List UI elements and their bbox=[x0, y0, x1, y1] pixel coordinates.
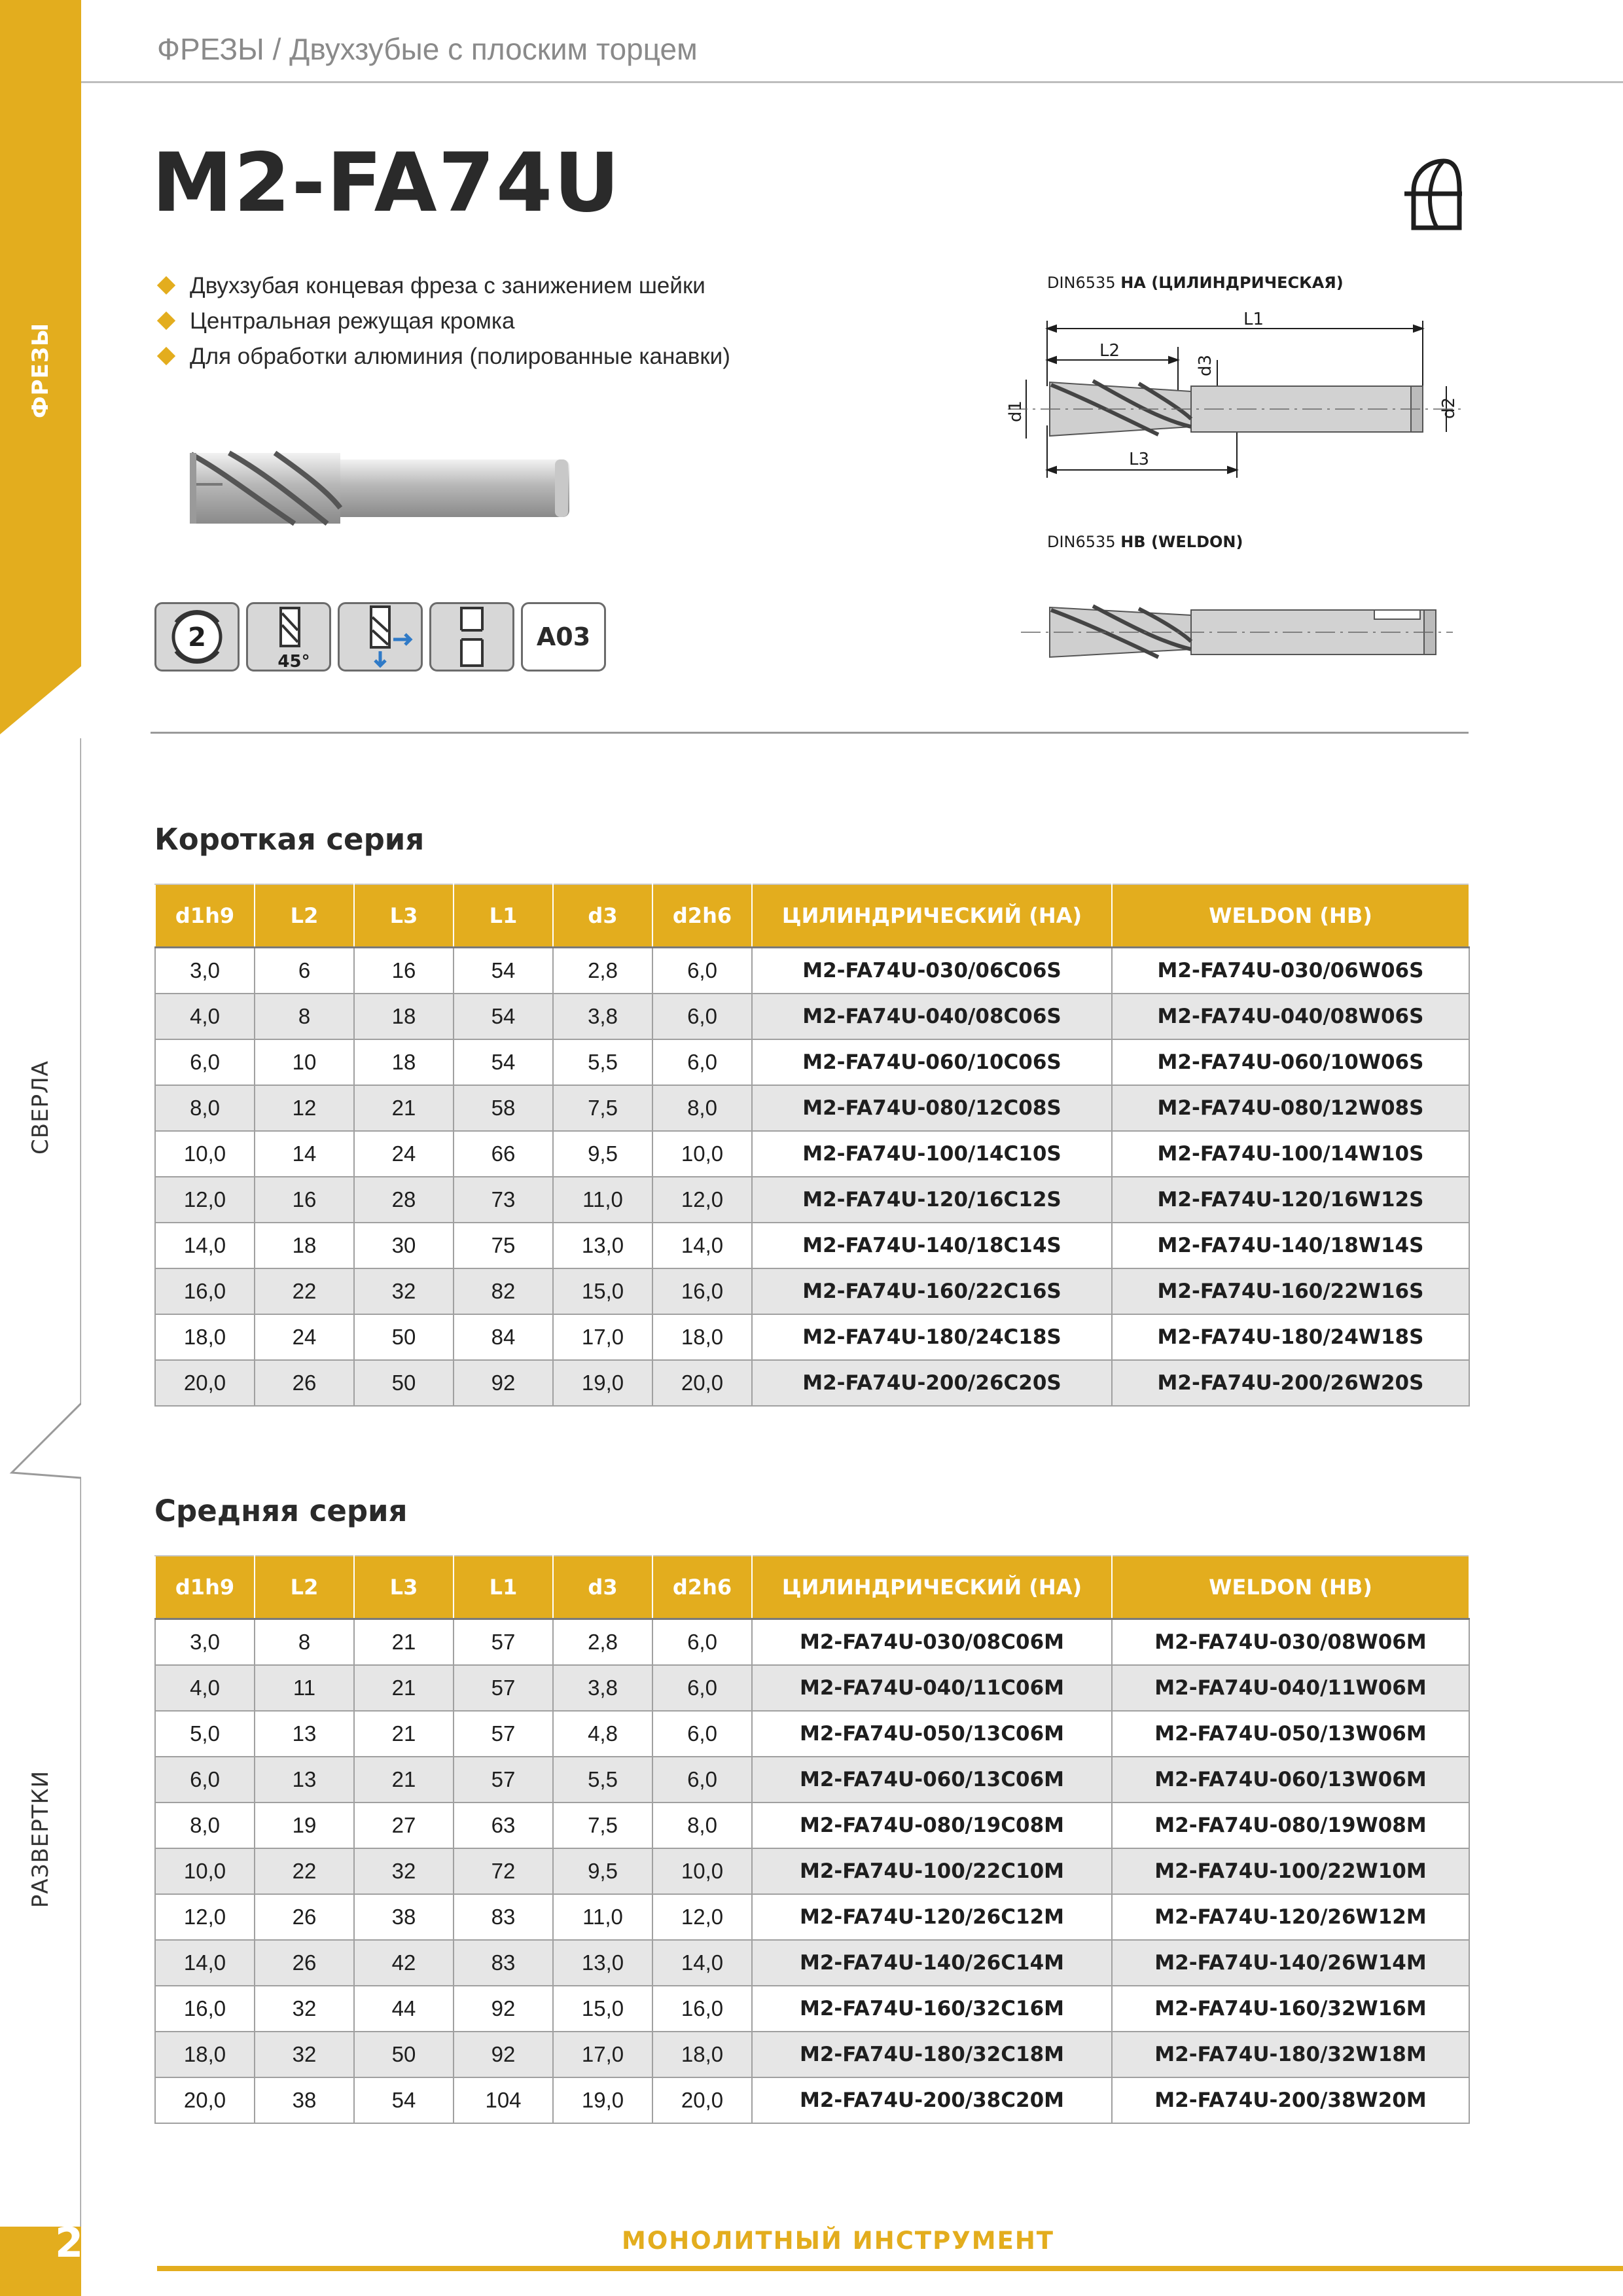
table-cell: 19,0 bbox=[553, 2077, 652, 2123]
table-cell: 26 bbox=[255, 1940, 354, 1986]
article-code-cell: M2-FA74U-120/26C12M bbox=[752, 1894, 1112, 1940]
table-cell: 13,0 bbox=[553, 1940, 652, 1986]
article-code-cell: M2-FA74U-080/19C08M bbox=[752, 1803, 1112, 1848]
footer-divider bbox=[157, 2266, 1623, 2271]
table-cell: 26 bbox=[255, 1894, 354, 1940]
article-code-cell: M2-FA74U-140/26W14M bbox=[1112, 1940, 1469, 1986]
article-code-cell: M2-FA74U-060/10C06S bbox=[752, 1039, 1112, 1085]
table-cell: 50 bbox=[354, 2032, 454, 2077]
table-cell: 6,0 bbox=[652, 1039, 752, 1085]
table-cell: 18,0 bbox=[652, 1314, 752, 1360]
tab-razvertki-label: РАЗВЕРТКИ bbox=[27, 1770, 54, 1909]
dim-l2: L2 bbox=[1099, 341, 1120, 361]
article-code-cell: M2-FA74U-100/22W10M bbox=[1112, 1848, 1469, 1894]
article-code-cell: M2-FA74U-080/12W08S bbox=[1112, 1085, 1469, 1131]
table-cell: 8,0 bbox=[652, 1085, 752, 1131]
flutes-count: 2 bbox=[188, 622, 206, 653]
table-row bbox=[155, 1986, 1469, 2032]
article-code-cell: M2-FA74U-060/13C06M bbox=[752, 1757, 1112, 1803]
col-header: L3 bbox=[354, 1556, 454, 1619]
medium-series-body bbox=[155, 1619, 1469, 2124]
table-cell: 18,0 bbox=[155, 1314, 255, 1360]
col-header: d1h9 bbox=[155, 884, 255, 948]
article-code-cell: M2-FA74U-120/16C12S bbox=[752, 1177, 1112, 1223]
table-cell: 5,0 bbox=[155, 1711, 255, 1757]
table-cell: 10 bbox=[255, 1039, 354, 1085]
end-mill-product-image bbox=[183, 445, 576, 530]
table-cell: 14,0 bbox=[155, 1940, 255, 1986]
tab-freza-label: ФРЕЗЫ bbox=[27, 322, 54, 419]
table-row bbox=[155, 1039, 1469, 1085]
table-cell: 63 bbox=[454, 1803, 553, 1848]
article-code-cell: M2-FA74U-160/22W16S bbox=[1112, 1268, 1469, 1314]
table-cell: 2,8 bbox=[553, 1619, 652, 1666]
table-cell: 12,0 bbox=[155, 1894, 255, 1940]
table-cell: 16 bbox=[255, 1177, 354, 1223]
table-cell: 32 bbox=[255, 1986, 354, 2032]
section-sidebar bbox=[0, 0, 81, 2296]
article-code-cell: M2-FA74U-140/26C14M bbox=[752, 1940, 1112, 1986]
dim-d2: d2 bbox=[1439, 397, 1459, 419]
table-row bbox=[155, 994, 1469, 1039]
table-cell: 6,0 bbox=[652, 1619, 752, 1666]
table-cell: 4,0 bbox=[155, 1665, 255, 1711]
short-series-body bbox=[155, 948, 1469, 1407]
table-row bbox=[155, 1268, 1469, 1314]
col-header: d1h9 bbox=[155, 1556, 255, 1619]
table-cell: 3,8 bbox=[553, 994, 652, 1039]
table-cell: 20,0 bbox=[155, 2077, 255, 2123]
table-cell: 4,8 bbox=[553, 1711, 652, 1757]
table-cell: 83 bbox=[454, 1940, 553, 1986]
article-code-cell: M2-FA74U-180/32C18M bbox=[752, 2032, 1112, 2077]
table-row bbox=[155, 1940, 1469, 1986]
article-code-cell: M2-FA74U-060/10W06S bbox=[1112, 1039, 1469, 1085]
table-cell: 13 bbox=[255, 1757, 354, 1803]
din-ha-drawing bbox=[995, 301, 1479, 484]
table-cell: 7,5 bbox=[553, 1085, 652, 1131]
table-cell: 84 bbox=[454, 1314, 553, 1360]
article-code-cell: M2-FA74U-200/26C20S bbox=[752, 1360, 1112, 1406]
table-cell: 22 bbox=[255, 1848, 354, 1894]
table-cell: 5,5 bbox=[553, 1039, 652, 1085]
table-cell: 16,0 bbox=[652, 1268, 752, 1314]
col-header: ЦИЛИНДРИЧЕСКИЙ (HA) bbox=[752, 1556, 1112, 1619]
article-code-cell: M2-FA74U-200/38W20M bbox=[1112, 2077, 1469, 2123]
table-cell: 57 bbox=[454, 1711, 553, 1757]
col-header: L2 bbox=[255, 884, 354, 948]
table-cell: 14,0 bbox=[652, 1940, 752, 1986]
table-cell: 14,0 bbox=[652, 1223, 752, 1268]
col-header: d2h6 bbox=[652, 884, 752, 948]
table-cell: 21 bbox=[354, 1619, 454, 1666]
table-cell: 7,5 bbox=[553, 1803, 652, 1848]
table-row bbox=[155, 1894, 1469, 1940]
article-code-cell: M2-FA74U-180/24W18S bbox=[1112, 1314, 1469, 1360]
table-cell: 57 bbox=[454, 1665, 553, 1711]
table-cell: 15,0 bbox=[553, 1986, 652, 2032]
table-cell: 10,0 bbox=[155, 1131, 255, 1177]
helix-angle: 45° bbox=[277, 652, 310, 670]
dim-d3: d3 bbox=[1196, 354, 1215, 376]
table-cell: 9,5 bbox=[553, 1848, 652, 1894]
table-cell: 14,0 bbox=[155, 1223, 255, 1268]
tab-sverla-label: СВЕРЛА bbox=[27, 1060, 54, 1155]
header-divider bbox=[81, 81, 1623, 83]
table-row bbox=[155, 1131, 1469, 1177]
helix-45-icon bbox=[246, 602, 331, 672]
table-cell: 16,0 bbox=[155, 1986, 255, 2032]
table-cell: 32 bbox=[255, 2032, 354, 2077]
table-row bbox=[155, 1848, 1469, 1894]
article-code-cell: M2-FA74U-030/06C06S bbox=[752, 948, 1112, 994]
col-header: d3 bbox=[553, 1556, 652, 1619]
table-cell: 6,0 bbox=[652, 1665, 752, 1711]
table-cell: 6,0 bbox=[652, 948, 752, 994]
feature-list bbox=[157, 268, 730, 374]
col-header: L1 bbox=[454, 1556, 553, 1619]
article-code-cell: M2-FA74U-080/12C08S bbox=[752, 1085, 1112, 1131]
feed-direction-icon bbox=[338, 602, 423, 672]
table-cell: 4,0 bbox=[155, 994, 255, 1039]
article-code-cell: M2-FA74U-040/08W06S bbox=[1112, 994, 1469, 1039]
table-cell: 12,0 bbox=[652, 1894, 752, 1940]
table-cell: 50 bbox=[354, 1314, 454, 1360]
table-cell: 12,0 bbox=[652, 1177, 752, 1223]
table-cell: 42 bbox=[354, 1940, 454, 1986]
table-cell: 30 bbox=[354, 1223, 454, 1268]
article-code-cell: M2-FA74U-050/13C06M bbox=[752, 1711, 1112, 1757]
table-cell: 6,0 bbox=[652, 1757, 752, 1803]
table-cell: 13,0 bbox=[553, 1223, 652, 1268]
article-code-cell: M2-FA74U-040/11W06M bbox=[1112, 1665, 1469, 1711]
col-header: L1 bbox=[454, 884, 553, 948]
table-cell: 10,0 bbox=[652, 1848, 752, 1894]
din-hb-prefix: DIN6535 bbox=[1047, 533, 1121, 551]
table-cell: 54 bbox=[454, 1039, 553, 1085]
table-cell: 11 bbox=[255, 1665, 354, 1711]
table-cell: 14 bbox=[255, 1131, 354, 1177]
table-cell: 3,8 bbox=[553, 1665, 652, 1711]
table-cell: 18 bbox=[354, 1039, 454, 1085]
bullet-diamond-icon bbox=[157, 347, 175, 365]
din-hb-label: HB (WELDON) bbox=[1120, 533, 1243, 551]
table-cell: 18 bbox=[255, 1223, 354, 1268]
table-cell: 57 bbox=[454, 1757, 553, 1803]
article-code-cell: M2-FA74U-160/22C16S bbox=[752, 1268, 1112, 1314]
article-code-cell: M2-FA74U-180/32W18M bbox=[1112, 2032, 1469, 2077]
short-series-title: Короткая серия bbox=[154, 822, 425, 857]
din-ha-prefix: DIN6535 bbox=[1047, 274, 1121, 292]
table-cell: 6,0 bbox=[155, 1757, 255, 1803]
short-series-table bbox=[154, 884, 1470, 1407]
feature-text: Для обработки алюминия (полированные канавки) bbox=[190, 344, 730, 369]
table-cell: 26 bbox=[255, 1360, 354, 1406]
dim-l3: L3 bbox=[1129, 450, 1150, 469]
table-cell: 75 bbox=[454, 1223, 553, 1268]
table-cell: 92 bbox=[454, 1360, 553, 1406]
table-cell: 8,0 bbox=[155, 1085, 255, 1131]
col-header: d2h6 bbox=[652, 1556, 752, 1619]
table-cell: 16,0 bbox=[652, 1986, 752, 2032]
table-cell: 24 bbox=[255, 1314, 354, 1360]
table-cell: 15,0 bbox=[553, 1268, 652, 1314]
table-row bbox=[155, 1085, 1469, 1131]
table-cell: 54 bbox=[454, 994, 553, 1039]
table-cell: 32 bbox=[354, 1268, 454, 1314]
table-cell: 92 bbox=[454, 1986, 553, 2032]
table-cell: 22 bbox=[255, 1268, 354, 1314]
table-row bbox=[155, 2077, 1469, 2123]
table-cell: 2,8 bbox=[553, 948, 652, 994]
table-cell: 27 bbox=[354, 1803, 454, 1848]
article-code-cell: M2-FA74U-140/18W14S bbox=[1112, 1223, 1469, 1268]
table-cell: 54 bbox=[454, 948, 553, 994]
table-cell: 82 bbox=[454, 1268, 553, 1314]
table-cell: 92 bbox=[454, 2032, 553, 2077]
col-header: ЦИЛИНДРИЧЕСКИЙ (HA) bbox=[752, 884, 1112, 948]
col-header: d3 bbox=[553, 884, 652, 948]
dim-l1: L1 bbox=[1243, 310, 1264, 329]
article-code-cell: M2-FA74U-030/06W06S bbox=[1112, 948, 1469, 994]
table-cell: 17,0 bbox=[553, 1314, 652, 1360]
feature-item bbox=[157, 339, 730, 374]
article-code-cell: M2-FA74U-100/14W10S bbox=[1112, 1131, 1469, 1177]
table-cell: 6 bbox=[255, 948, 354, 994]
table-cell: 6,0 bbox=[652, 994, 752, 1039]
table-cell: 10,0 bbox=[652, 1131, 752, 1177]
table-cell: 66 bbox=[454, 1131, 553, 1177]
article-code-cell: M2-FA74U-030/08C06M bbox=[752, 1619, 1112, 1666]
two-flutes-icon bbox=[154, 602, 240, 672]
table-cell: 16,0 bbox=[155, 1268, 255, 1314]
table-cell: 18,0 bbox=[155, 2032, 255, 2077]
table-cell: 73 bbox=[454, 1177, 553, 1223]
table-cell: 17,0 bbox=[553, 2032, 652, 2077]
table-cell: 11,0 bbox=[553, 1177, 652, 1223]
table-cell: 20,0 bbox=[155, 1360, 255, 1406]
table-cell: 20,0 bbox=[652, 2077, 752, 2123]
col-header: WELDON (HB) bbox=[1112, 884, 1469, 948]
article-code-cell: M2-FA74U-080/19W08M bbox=[1112, 1803, 1469, 1848]
feature-item bbox=[157, 268, 730, 304]
table-cell: 8 bbox=[255, 994, 354, 1039]
feature-item bbox=[157, 304, 730, 339]
table-cell: 6,0 bbox=[155, 1039, 255, 1085]
table-row bbox=[155, 1757, 1469, 1803]
table-row bbox=[155, 1665, 1469, 1711]
table-cell: 38 bbox=[255, 2077, 354, 2123]
table-row bbox=[155, 1711, 1469, 1757]
footer-title: МОНОЛИТНЫЙ ИНСТРУМЕНТ bbox=[622, 2227, 1055, 2255]
table-cell: 58 bbox=[454, 1085, 553, 1131]
table-cell: 11,0 bbox=[553, 1894, 652, 1940]
din-ha-caption bbox=[1047, 274, 1344, 292]
article-code-cell: M2-FA74U-040/11C06M bbox=[752, 1665, 1112, 1711]
table-cell: 19,0 bbox=[553, 1360, 652, 1406]
article-code-cell: M2-FA74U-100/22C10M bbox=[752, 1848, 1112, 1894]
article-code-cell: M2-FA74U-140/18C14S bbox=[752, 1223, 1112, 1268]
article-code-cell: M2-FA74U-050/13W06M bbox=[1112, 1711, 1469, 1757]
table-row bbox=[155, 1803, 1469, 1848]
table-row bbox=[155, 1619, 1469, 1666]
table-cell: 38 bbox=[354, 1894, 454, 1940]
table-cell: 72 bbox=[454, 1848, 553, 1894]
coating-badge: A03 bbox=[521, 602, 606, 672]
table-row bbox=[155, 2032, 1469, 2077]
table-cell: 104 bbox=[454, 2077, 553, 2123]
bullet-diamond-icon bbox=[157, 312, 175, 330]
table-cell: 18,0 bbox=[652, 2032, 752, 2077]
article-code-cell: M2-FA74U-160/32C16M bbox=[752, 1986, 1112, 2032]
col-header: WELDON (HB) bbox=[1112, 1556, 1469, 1619]
table-cell: 44 bbox=[354, 1986, 454, 2032]
table-header-row bbox=[155, 884, 1469, 948]
article-code-cell: M2-FA74U-100/14C10S bbox=[752, 1131, 1112, 1177]
table-cell: 57 bbox=[454, 1619, 553, 1666]
article-code-cell: M2-FA74U-200/38C20M bbox=[752, 2077, 1112, 2123]
article-code-cell: M2-FA74U-060/13W06M bbox=[1112, 1757, 1469, 1803]
din-ha-label: HA (ЦИЛИНДРИЧЕСКАЯ) bbox=[1120, 274, 1344, 292]
table-cell: 8,0 bbox=[155, 1803, 255, 1848]
table-cell: 3,0 bbox=[155, 948, 255, 994]
table-cell: 54 bbox=[354, 2077, 454, 2123]
article-code-cell: M2-FA74U-030/08W06M bbox=[1112, 1619, 1469, 1666]
table-cell: 16 bbox=[354, 948, 454, 994]
table-row bbox=[155, 1314, 1469, 1360]
table-cell: 3,0 bbox=[155, 1619, 255, 1666]
table-row bbox=[155, 948, 1469, 994]
table-cell: 8 bbox=[255, 1619, 354, 1666]
table-cell: 19 bbox=[255, 1803, 354, 1848]
table-cell: 83 bbox=[454, 1894, 553, 1940]
feature-text: Центральная режущая кромка bbox=[190, 308, 515, 334]
shank-icon bbox=[429, 602, 514, 672]
dim-d1: d1 bbox=[1006, 400, 1026, 422]
table-cell: 50 bbox=[354, 1360, 454, 1406]
medium-series-title: Средняя серия bbox=[154, 1494, 408, 1528]
article-code-cell: M2-FA74U-120/26W12M bbox=[1112, 1894, 1469, 1940]
article-code-cell: M2-FA74U-040/08C06S bbox=[752, 994, 1112, 1039]
col-header: L3 bbox=[354, 884, 454, 948]
table-cell: 12 bbox=[255, 1085, 354, 1131]
article-code-cell: M2-FA74U-200/26W20S bbox=[1112, 1360, 1469, 1406]
table-row bbox=[155, 1360, 1469, 1406]
din-hb-caption bbox=[1047, 533, 1243, 551]
medium-series-table bbox=[154, 1555, 1470, 2124]
table-cell: 28 bbox=[354, 1177, 454, 1223]
table-cell: 6,0 bbox=[652, 1711, 752, 1757]
article-code-cell: M2-FA74U-120/16W12S bbox=[1112, 1177, 1469, 1223]
table-header-row bbox=[155, 1556, 1469, 1619]
table-cell: 20,0 bbox=[652, 1360, 752, 1406]
table-cell: 9,5 bbox=[553, 1131, 652, 1177]
table-row bbox=[155, 1223, 1469, 1268]
table-cell: 18 bbox=[354, 994, 454, 1039]
table-row bbox=[155, 1177, 1469, 1223]
section-divider bbox=[151, 732, 1469, 734]
din-hb-drawing bbox=[1021, 589, 1453, 674]
flat-end-mill-icon bbox=[1400, 152, 1466, 237]
table-cell: 10,0 bbox=[155, 1848, 255, 1894]
page-number: 24 bbox=[55, 2219, 112, 2267]
article-code-cell: M2-FA74U-160/32W16M bbox=[1112, 1986, 1469, 2032]
col-header: L2 bbox=[255, 1556, 354, 1619]
table-cell: 21 bbox=[354, 1757, 454, 1803]
table-cell: 24 bbox=[354, 1131, 454, 1177]
table-cell: 12,0 bbox=[155, 1177, 255, 1223]
breadcrumb: ФРЕЗЫ / Двухзубые с плоским торцем bbox=[157, 32, 698, 66]
feature-text: Двухзубая концевая фреза с занижением шейки bbox=[190, 273, 705, 298]
bullet-diamond-icon bbox=[157, 276, 175, 295]
table-cell: 5,5 bbox=[553, 1757, 652, 1803]
article-code-cell: M2-FA74U-180/24C18S bbox=[752, 1314, 1112, 1360]
table-cell: 32 bbox=[354, 1848, 454, 1894]
table-cell: 21 bbox=[354, 1665, 454, 1711]
page-title: M2-FA74U bbox=[152, 136, 621, 230]
table-cell: 21 bbox=[354, 1711, 454, 1757]
table-cell: 21 bbox=[354, 1085, 454, 1131]
table-cell: 13 bbox=[255, 1711, 354, 1757]
table-cell: 8,0 bbox=[652, 1803, 752, 1848]
